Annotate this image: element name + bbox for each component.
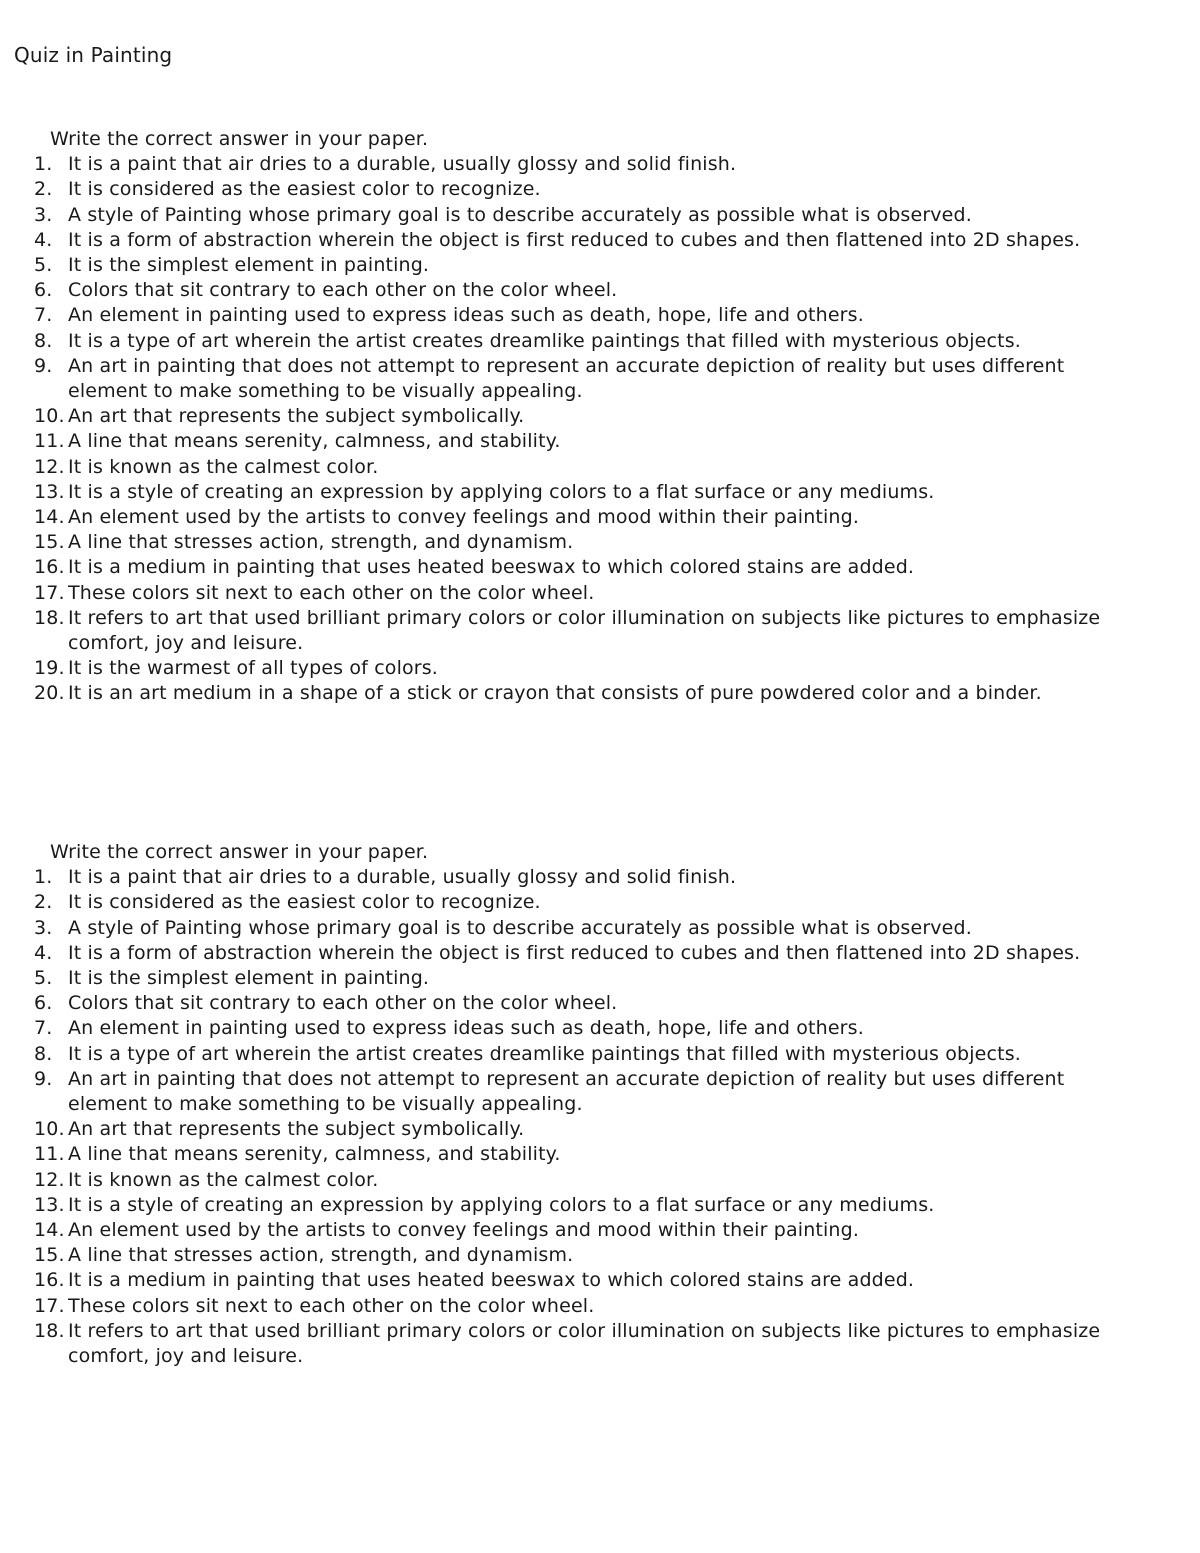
question-text: It is the simplest element in painting. [68,967,430,990]
question-text: An art in painting that does not attempt to represent an accurate depiction of reality but uses different element to make something to be visually appealing. [68,1067,1065,1116]
question-text: It is a medium in painting that uses heated beeswax to which colored stains are added. [68,556,915,579]
question-number: 20. [34,682,65,705]
question-text: An art in painting that does not attempt to represent an accurate depiction of reality but uses different element to make something to be visually appealing. [68,354,1065,403]
question-number: 8. [34,1042,53,1065]
question-item [0,228,1200,253]
question-text: A line that means serenity, calmness, and stability. [68,1143,561,1166]
question-text: It is known as the calmest color. [68,1168,379,1191]
question-number: 11. [34,430,65,453]
question-item [0,966,1200,991]
question-text: An element used by the artists to convey feelings and mood within their painting. [68,1219,860,1242]
question-number: 9. [34,1067,53,1090]
question-item [0,890,1200,915]
question-text: It is a type of art wherein the artist creates dreamlike paintings that filled with mysterious objects. [68,1042,1021,1065]
question-number: 4. [34,228,53,251]
question-text: It is a form of abstraction wherein the object is first reduced to cubes and then flattened into 2D shapes. [68,941,1081,964]
question-text: A line that stresses action, strength, and dynamism. [68,1244,574,1267]
question-item [0,991,1200,1016]
question-number: 1. [34,866,53,889]
question-item [0,1319,1200,1369]
question-number: 2. [34,891,53,914]
question-item [0,177,1200,202]
question-item [0,1268,1200,1293]
question-item [0,203,1200,228]
question-number: 16. [34,1269,65,1292]
question-number: 15. [34,531,65,554]
question-item [0,530,1200,555]
question-number: 17. [34,581,65,604]
question-item [0,865,1200,890]
question-text: It is the simplest element in painting. [68,254,430,277]
question-item [0,1168,1200,1193]
question-text: It is considered as the easiest color to recognize. [68,891,541,914]
question-item [0,303,1200,328]
question-number: 12. [34,1168,65,1191]
question-number: 7. [34,1017,53,1040]
question-number: 14. [34,1219,65,1242]
question-item [0,429,1200,454]
question-text: It is considered as the easiest color to recognize. [68,178,541,201]
question-number: 6. [34,992,53,1015]
question-text: A style of Painting whose primary goal is to describe accurately as possible what is observed. [68,203,972,226]
question-item [0,152,1200,177]
question-text: An element in painting used to express ideas such as death, hope, life and others. [68,304,864,327]
question-item [0,1067,1200,1117]
question-number: 14. [34,506,65,529]
question-item [0,1016,1200,1041]
question-text: It refers to art that used brilliant primary colors or color illumination on subjects like pictures to emphasize comfort, joy and leisure. [68,1319,1101,1368]
question-text: It is a paint that air dries to a durable, usually glossy and solid finish. [68,153,737,176]
question-number: 5. [34,967,53,990]
question-text: It is an art medium in a shape of a stick or crayon that consists of pure powdered color and a binder. [68,682,1042,705]
question-text: A style of Painting whose primary goal is to describe accurately as possible what is observed. [68,916,972,939]
question-number: 12. [34,455,65,478]
question-text: It is a paint that air dries to a durable, usually glossy and solid finish. [68,866,737,889]
question-item [0,555,1200,580]
question-text: A line that means serenity, calmness, and stability. [68,430,561,453]
question-item [0,253,1200,278]
question-number: 1. [34,153,53,176]
question-number: 2. [34,178,53,201]
quiz-section-1 [0,127,1200,707]
instructions: Write the correct answer in your paper. [50,841,429,863]
question-item [0,656,1200,681]
question-item [0,354,1200,404]
question-number: 9. [34,354,53,377]
question-item [0,480,1200,505]
question-item [0,505,1200,530]
question-item [0,329,1200,354]
question-text: It is the warmest of all types of colors. [68,657,438,680]
page-title: Quiz in Painting [14,43,173,67]
question-item [0,606,1200,656]
question-list [0,152,1200,706]
question-text: It is a type of art wherein the artist creates dreamlike paintings that filled with mysterious objects. [68,329,1021,352]
instructions: Write the correct answer in your paper. [50,128,429,150]
question-number: 4. [34,941,53,964]
question-text: An element in painting used to express ideas such as death, hope, life and others. [68,1017,864,1040]
question-item [0,1218,1200,1243]
question-text: It is a style of creating an expression by applying colors to a flat surface or any mediums. [68,480,935,503]
question-item [0,681,1200,706]
question-number: 15. [34,1244,65,1267]
question-item [0,404,1200,429]
question-text: It is a medium in painting that uses heated beeswax to which colored stains are added. [68,1269,915,1292]
question-number: 18. [34,1319,65,1342]
question-number: 13. [34,480,65,503]
question-text: It is a form of abstraction wherein the object is first reduced to cubes and then flattened into 2D shapes. [68,228,1081,251]
question-number: 3. [34,203,53,226]
question-text: Colors that sit contrary to each other on the color wheel. [68,992,618,1015]
question-item [0,455,1200,480]
question-number: 16. [34,556,65,579]
question-list [0,865,1200,1369]
question-text: It is known as the calmest color. [68,455,379,478]
question-number: 5. [34,254,53,277]
question-text: These colors sit next to each other on the color wheel. [68,581,595,604]
question-number: 19. [34,657,65,680]
question-number: 13. [34,1193,65,1216]
question-item [0,581,1200,606]
question-text: A line that stresses action, strength, and dynamism. [68,531,574,554]
question-item [0,916,1200,941]
question-item [0,278,1200,303]
question-text: Colors that sit contrary to each other on the color wheel. [68,279,618,302]
question-number: 17. [34,1294,65,1317]
question-item [0,1193,1200,1218]
quiz-section-2 [0,840,1200,1369]
question-item [0,1117,1200,1142]
question-number: 10. [34,405,65,428]
question-number: 7. [34,304,53,327]
question-number: 11. [34,1143,65,1166]
question-text: An art that represents the subject symbolically. [68,405,525,428]
question-item [0,1042,1200,1067]
question-number: 6. [34,279,53,302]
question-number: 10. [34,1118,65,1141]
question-text: An art that represents the subject symbolically. [68,1118,525,1141]
question-item [0,1142,1200,1167]
question-item [0,1243,1200,1268]
question-number: 3. [34,916,53,939]
question-text: An element used by the artists to convey feelings and mood within their painting. [68,506,860,529]
question-item [0,1294,1200,1319]
question-text: It is a style of creating an expression by applying colors to a flat surface or any mediums. [68,1193,935,1216]
question-text: These colors sit next to each other on the color wheel. [68,1294,595,1317]
question-number: 18. [34,606,65,629]
question-number: 8. [34,329,53,352]
question-item [0,941,1200,966]
question-text: It refers to art that used brilliant primary colors or color illumination on subjects like pictures to emphasize comfort, joy and leisure. [68,606,1101,655]
